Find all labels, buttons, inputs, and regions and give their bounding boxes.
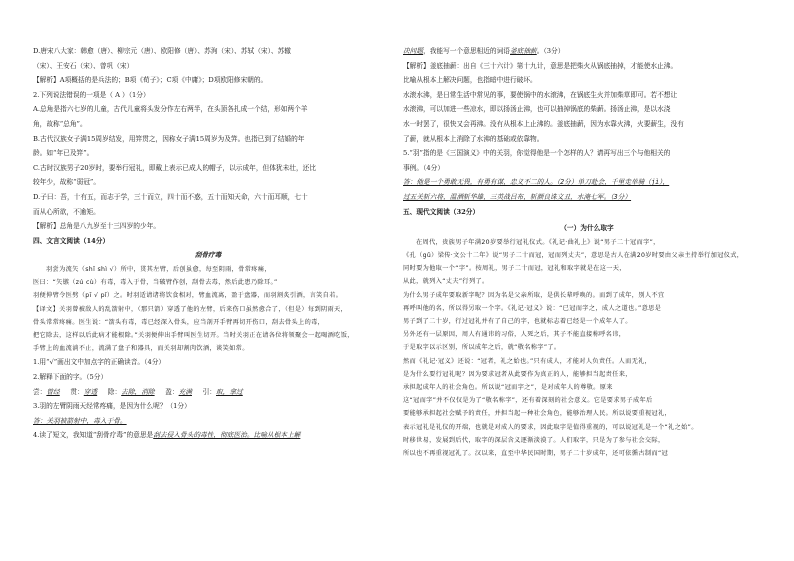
- q2-answer: 取，拿过: [216, 387, 243, 396]
- essay-line: 再呼叫他的名，所以得另取一个字。《礼记·冠义》说：“已冠而字之，成人之道也。”意思是: [403, 304, 662, 312]
- answer-line: 过五关斩六将，温酒斩华雄，三英战吕布，斩颜良诛文丑，水淹七军。（3分）: [403, 192, 632, 201]
- text-line: C.古时汉族男子20岁时，要举行冠礼，即戴上表示已成人的帽子，以示成年，但体犹未壮，还比: [33, 163, 317, 172]
- q4-continuation: [403, 44, 771, 59]
- question-5-answer: [403, 175, 771, 204]
- q2-answer: 穿透: [83, 387, 98, 396]
- essay-line: 要能够承担起社会赋予的责任，并担当起一种社会角色，能够治理人民。所以说要重视冠礼，: [403, 410, 672, 418]
- question-5: 5.“羽”指的是《三国演义》中的关羽，你觉得他是一个怎样的人？请再写出三个与他相关的: [403, 149, 671, 158]
- right-column: [403, 44, 771, 460]
- essay-line: 在周代，贵族男子年满20岁要举行冠礼仪式。《礼记·曲礼上》说“男子二十冠而字”，: [416, 238, 660, 246]
- question-1: 1.用“√”画出文中加点字的正确读音。（4分）: [33, 358, 166, 367]
- q2-label: 尝：: [33, 387, 47, 396]
- essay-line: 是为什么要行冠礼呢？因为要求冠者从此要作为真正的人，能够担当起责任来，: [403, 370, 632, 378]
- story-line: 羽尝为流矢（shǐ shì √）所中，贯其左臂，后创虽愈，每至阴雨，骨常疼痛，: [46, 265, 271, 273]
- essay-line: 为什么男子成年要取新字呢？因为名是父亲所取，是供长辈呼唤的。而到了成年，别人不宜: [403, 291, 665, 299]
- section-heading-modern: 五、现代文阅读（32分）: [403, 207, 480, 216]
- analysis-block: [403, 59, 771, 147]
- translation-line: 【译文】关羽曾被敌人的乱箭射中，（那只箭）穿透了他的左臂，后来伤口虽然愈合了，（但是）每到阴雨天，: [33, 305, 348, 313]
- essay-text: [403, 236, 771, 460]
- translation-line: 手臂上的血流淌不止，流满了盘子和器具，而关羽却割肉饮酒，谈笑如常。: [33, 345, 249, 353]
- q4-answer: 刮去侵入骨头的毒性，彻底医治。比喻从根本上解: [153, 431, 301, 440]
- question-4: [33, 428, 383, 443]
- text-line: 龄。如“年已及笄”。: [33, 149, 94, 158]
- story-text: [33, 263, 383, 303]
- analysis-line: 了薪，就从根本上消除了水沸的基础或依靠物。: [403, 134, 544, 143]
- q2-label: 贯：: [70, 387, 84, 396]
- q2-answer: 去除，消除: [121, 387, 155, 396]
- essay-line: 于是取字以示区别，所以成年之后，就“敬名称字”了。: [403, 344, 561, 352]
- analysis-line: 水一时罢了，很快又会再沸。没有从根本上止沸的。釜底抽薪，因为水靠火沸，火要薪生，没有: [403, 119, 684, 128]
- text-line: 【解析】总角是八九岁至十三四岁的少年。: [33, 222, 161, 231]
- essay-line: 承担起成年人的社会角色。所以说“冠而字之”，是对成年人的尊敬。原来: [403, 383, 613, 391]
- essay-line: 男子到了二十岁，行过冠礼并有了自己的字，也就标志着已经是一个成年人了。: [403, 317, 632, 325]
- q4-synonym-answer: 釜底抽薪: [510, 47, 537, 55]
- text-line: 而从心所欲，不逾矩。: [33, 207, 100, 216]
- translation-line: 骨头常常疼痛。医生说：“箭头有毒，毒已经深入骨头，应当剖开手臂再切开伤口，刮去骨头上的毒，: [33, 318, 325, 326]
- essay-line: 这“冠而字”并不仅仅是为了“敬名称字”，还有着深刻的社会意义。它是要求男子成年后: [403, 397, 653, 405]
- text-line: （宋）、王安石（宋）、曾巩（宋）: [33, 61, 134, 70]
- text-line: 较年少，故称“弱冠”。: [33, 178, 101, 187]
- essay-line: 所以也不再重视冠礼了。汉以来，直至中华民国时期，男子二十岁成年，还可依循古制而“冠: [403, 449, 669, 457]
- essay-line: 同时要为他取一个“字”。按周礼，男子二十而冠，冠礼和取字就是在这一天，: [403, 265, 626, 273]
- translation-line: 把它除去，这样以后此病才能根除。”关羽便伸出手臂叫医生切开。当时关羽正在请各位将领聚会一起喝酒吃饭，: [33, 331, 354, 339]
- essay-line: 然而《礼记·冠义》还说：“冠者，礼之始也。”只有成人，才能对人负责任。人而无礼，: [403, 357, 652, 365]
- text-line: 2.下列说法错误的一项是（ A ）（1分）: [33, 90, 150, 99]
- question-2-answers: [33, 385, 383, 400]
- question-3-answer: 答：关羽被箭射中，毒入于骨。: [33, 416, 127, 425]
- story-title: 刮骨疗毒: [194, 251, 222, 260]
- left-column: [33, 44, 383, 443]
- q2-label: 引：: [202, 387, 216, 396]
- q2-label: 除：: [107, 387, 122, 396]
- essay-line: 时移世易，发展到后代，取字的深层含义逐渐淡漠了。人们取字，只是为了参与社会交际，: [403, 436, 665, 444]
- translation-text: [33, 303, 383, 356]
- q2-answer: 曾经: [46, 387, 60, 396]
- essay-line: 另外还有一层原因，周人有通讳的习俗，人死之后，其子不能直接称呼名讳，: [403, 331, 626, 339]
- text-line: B.古代汉族女子满15周岁结发，用笄贯之，因称女子满15周岁为及笄。也指已到了结婚的年: [33, 134, 305, 143]
- text-line: 【解析】A项概括的是兵法的；B项《荀子》；C项《中庸》；D项欧阳修宋朝的。: [33, 76, 268, 85]
- essay-line: 《孔（gǔ）梁传·文公十二年》说“男子二十而冠，冠而列丈夫”，意思是古人在满20岁时要由父亲主持举行加冠仪式，: [403, 251, 744, 259]
- section-heading-classical: 四、文言文阅读（14分）: [33, 236, 110, 245]
- story-line: 医曰：“矢镞（zú cù）有毒，毒入于骨，当破臂作创，刮骨去毒，然后此患乃除耳。”: [33, 279, 278, 287]
- essay-line: 表示冠礼是礼仪的开端，也就是对成人的要求，因此取字是值得重视的，可以说冠礼是一个“礼之始”。: [403, 423, 698, 431]
- analysis-line: 【解析】釜底抽薪：出自《三十六计》第十九计，意思是把柴火从锅底抽掉，才能使水止沸。: [403, 61, 678, 70]
- question-2: 2.解释下面的字。（5分）: [33, 372, 108, 381]
- text-line: D.唐宋八大家：韩愈（唐）、柳宗元（唐）、欧阳修（唐）、苏洵（宋）、苏轼（宋）、苏辙: [33, 47, 291, 55]
- text-line: 角，故称“总角”。: [33, 119, 87, 128]
- question-3: 3.羽的左臂阴雨天经常疼痛，是因为什么呢？（1分）: [33, 402, 191, 411]
- q4-score: 。（3分）: [536, 47, 565, 55]
- left-top-block: [33, 44, 383, 234]
- text-line: A.总角是指六七岁的儿童，古代儿童将头发分作左右两半，在头顶各扎成一个结，形如两个羊: [33, 105, 308, 114]
- q4-prefix: 4.读了短文，我知道“刮骨疗毒”的意思是: [33, 431, 154, 440]
- analysis-line: 水滚水沸，是日常生活中常见的事，要使锅中的水滚沸，在锅底生火并加柴草即可。若不想让: [403, 90, 678, 99]
- q4-synonym-prompt: ，我能写一个意思相近的词语: [423, 47, 510, 55]
- question-5b: 事例。（4分）: [403, 163, 445, 172]
- analysis-line: 水滚沸，可以加进一些凉水，即以扬汤止沸，也可以抽掉锅底的柴薪。扬汤止沸，是以水浇: [403, 105, 671, 114]
- q4-answer-cont: 决问题: [403, 47, 424, 55]
- analysis-line: 比喻从根本上解决问题，也指暗中进行破坏。: [403, 76, 537, 85]
- essay-line: 从此，就列入“丈夫”行列了。: [403, 278, 489, 286]
- q2-label: 盈：: [165, 387, 179, 396]
- text-line: D.子曰：吾，十有五，而志于学，三十而立，四十而不惑，五十而知天命，六十而耳顺，七十: [33, 192, 308, 201]
- q2-answer: 充满: [178, 387, 192, 396]
- answer-line: 答：他是一个勇敢无畏，有勇有谋，忠义不二的人。（2分）单刀赴会，千里走单骑（jì），: [403, 178, 670, 187]
- essay-title: （一）为什么取字: [560, 224, 614, 233]
- story-line: 羽便伸臂令医劈（pī √ pǐ）之。时羽适请诸将饮食相对，臂血流离，盈于盘器，而羽割炙引酒，言笑自若。: [33, 292, 343, 300]
